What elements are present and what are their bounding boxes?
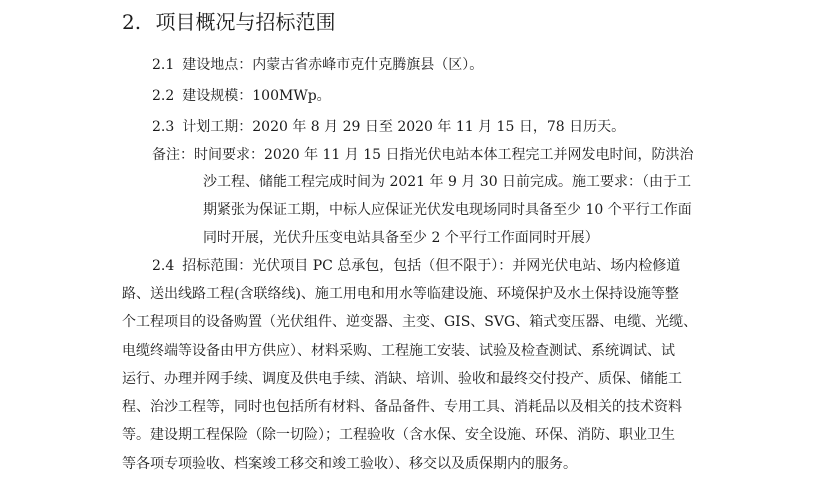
note-label: 备注：: [152, 147, 194, 163]
scope-line-6: 程、治沙工程等，同时也包括所有材料、备品备件、专用工具、消耗品以及相关的技术资料: [122, 399, 682, 415]
section-number: 2.: [122, 10, 142, 34]
note-text: 时间要求：2020 年 11 月 15 日指光伏电站本体工程完工并网发电时间，防洪治: [194, 147, 694, 163]
note-line-4: 同时开展，光伏升压变电站具备至少 2 个平行工作面同时开展）: [203, 230, 599, 246]
scope-line-5: 运行、办理并网手续、调度及供电手续、消缺、培训、验收和最终交付投产、质保、储能工: [122, 371, 682, 387]
scope-line-2: 路、送出线路工程(含联络线)、施工用电和用水等临建设施、环境保护及水土保持设施等整: [122, 286, 679, 302]
scope-line-3: 个工程项目的设备购置（光伏组件、逆变器、主变、GIS、SVG、箱式变压器、电缆、光缆、: [122, 314, 698, 330]
scope-number: 2.4: [152, 258, 175, 274]
scope-line-7: 等。建设期工程保险（除一切险）；工程验收（含水保、安全设施、环保、消防、职业卫生: [122, 427, 675, 443]
item-2-1: [152, 56, 483, 74]
item-number: 2.1: [152, 57, 175, 73]
item-2-3: [152, 118, 625, 136]
item-text: 建设规模：100MWp。: [182, 88, 331, 104]
note-line-1: [152, 146, 694, 164]
note-line-2: 沙工程、储能工程完成时间为 2021 年 9 月 30 日前完成。施工要求：（由于工: [203, 174, 692, 190]
section-heading: [122, 9, 335, 35]
scope-line-8: 等各项专项验收、档案竣工移交和竣工验收）、移交以及质保期内的服务。: [122, 456, 577, 472]
item-2-2: [152, 87, 331, 105]
section-title: 项目概况与招标范围: [155, 10, 336, 34]
item-text: 建设地点：内蒙古省赤峰市克什克腾旗县（区）。: [182, 57, 484, 73]
scope-line-4: 电缆终端等设备由甲方供应）、材料采购、工程施工安装、试验及检查测试、系统调试、试: [122, 343, 675, 359]
scope-text: 招标范围：光伏项目 PC 总承包，包括（但不限于）：并网光伏电站、场内检修道: [182, 258, 681, 274]
item-text: 计划工期：2020 年 8 月 29 日至 2020 年 11 月 15 日，78 日历天。: [182, 119, 626, 135]
item-number: 2.3: [152, 119, 175, 135]
item-number: 2.2: [152, 88, 175, 104]
note-line-3: 期紧张为保证工期，中标人应保证光伏发电现场同时具备至少 10 个平行工作面: [203, 202, 692, 218]
scope-line-1: [152, 257, 680, 275]
